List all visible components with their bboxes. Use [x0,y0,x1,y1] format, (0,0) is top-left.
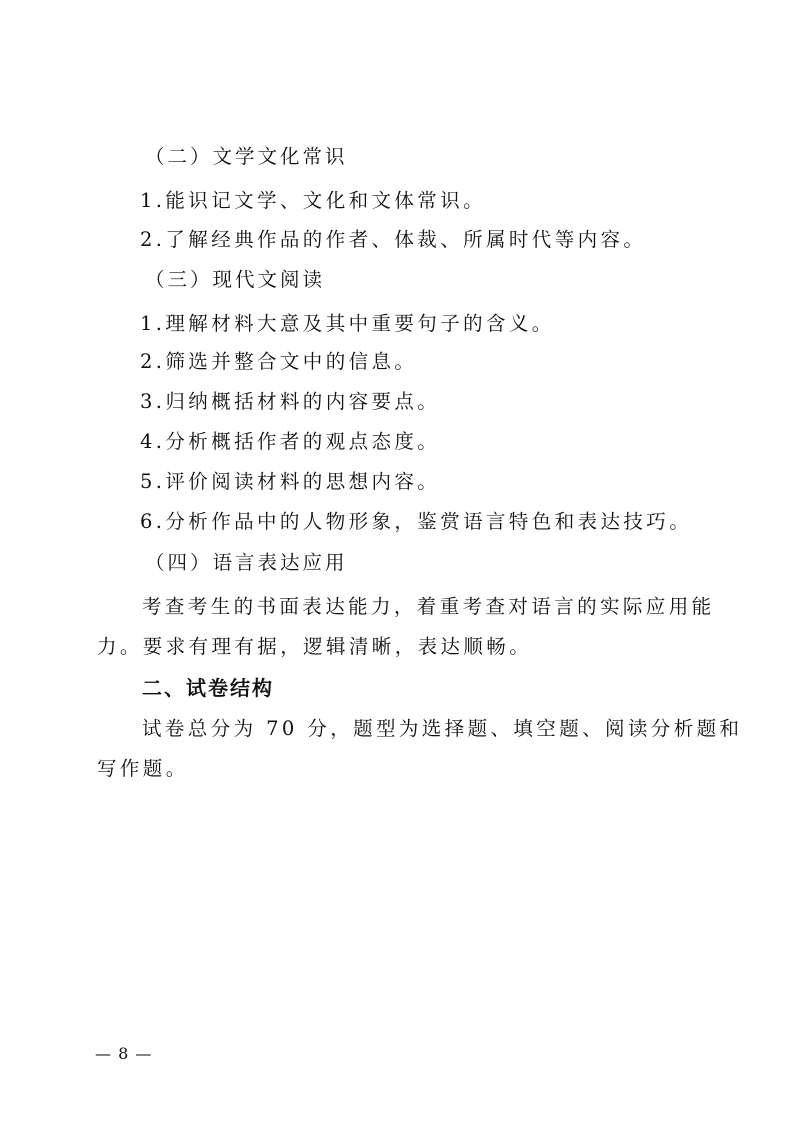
paragraph-line: 写作题。 [97,757,189,780]
list-item: 6.分析作品中的人物形象，鉴赏语言特色和表达技巧。 [140,510,693,533]
section-heading-paper-structure: 二、试卷结构 [142,676,274,700]
page-number: — 8 — [95,1044,153,1063]
list-item: 5.评价阅读材料的思想内容。 [140,470,441,493]
section-heading-literature-culture: （二）文学文化常识 [145,145,348,168]
list-item: 1.能识记文学、文化和文体常识。 [140,189,487,212]
list-item: 2.筛选并整合文中的信息。 [140,350,418,373]
list-item: 3.归纳概括材料的内容要点。 [140,390,441,413]
section-heading-modern-reading: （三）现代文阅读 [145,268,326,291]
paragraph-line: 试卷总分为 70 分，题型为选择题、填空题、阅读分析题和 [142,717,743,740]
list-item: 2.了解经典作品的作者、体裁、所属时代等内容。 [140,228,647,251]
list-item: 1.理解材料大意及其中重要句子的含义。 [140,312,555,335]
list-item: 4.分析概括作者的观点态度。 [140,430,441,453]
paragraph-line: 考查考生的书面表达能力，着重考查对语言的实际应用能 [142,595,715,618]
paragraph-line: 力。要求有理有据，逻辑清晰，表达顺畅。 [97,635,533,658]
section-heading-language-expression: （四）语言表达应用 [145,551,348,574]
